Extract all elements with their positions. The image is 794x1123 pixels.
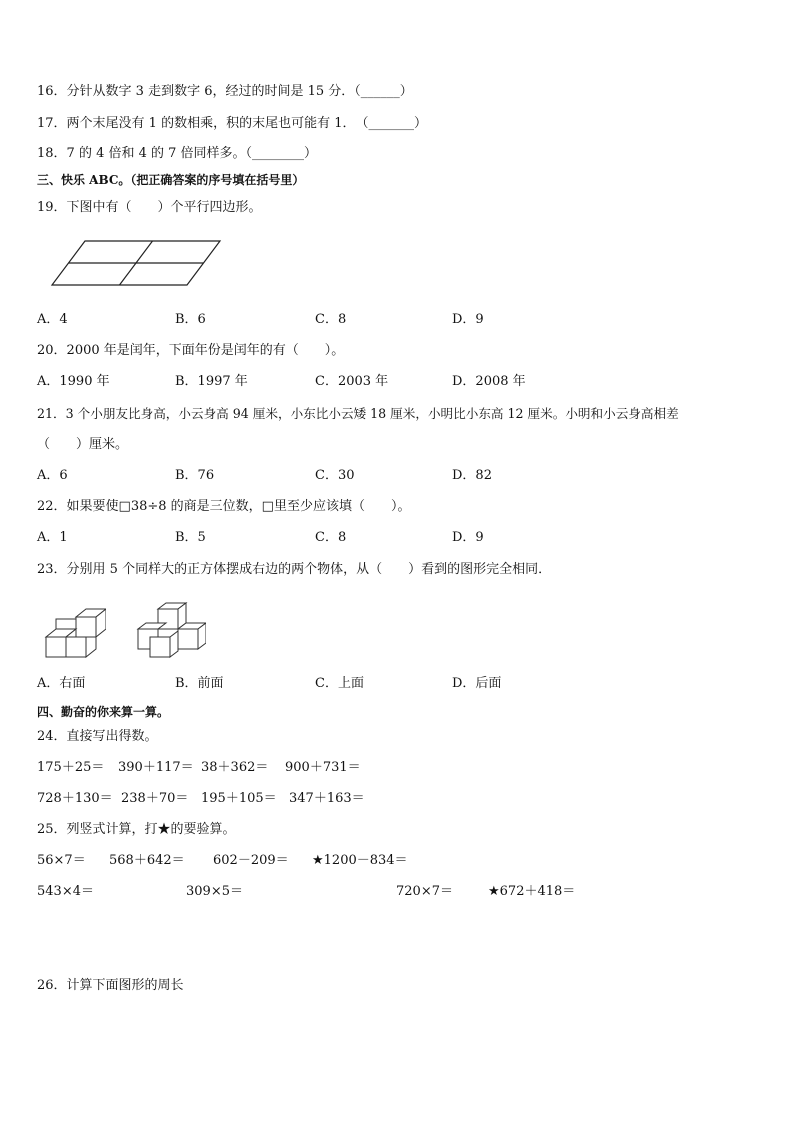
q20-option-d: D．2008 年 [452, 374, 526, 389]
q20-option-a: A．1990 年 [37, 374, 110, 389]
question-26-stem: 26．计算下面图形的周长 [37, 978, 184, 993]
q23-option-d: D．后面 [452, 676, 502, 691]
question-16: 16．分针从数字 3 走到数字 6，经过的时间是 15 分．（______） [37, 84, 413, 99]
q24-expr-2: 390＋117＝ [118, 760, 194, 775]
q22-option-b: B．5 [175, 530, 206, 545]
q19-option-a: A．4 [37, 312, 68, 327]
q25-expr-8: ★672＋418＝ [488, 884, 576, 899]
q25-expr-7: 720×7＝ [396, 884, 453, 899]
q19-option-d: D．9 [452, 312, 484, 327]
q25-expr-5: 543×4＝ [37, 884, 94, 899]
q21-option-c: C．30 [315, 468, 355, 483]
q19-option-b: B．6 [175, 312, 206, 327]
q23-option-b: B．前面 [175, 676, 224, 691]
q25-expr-1: 56×7＝ [37, 853, 86, 868]
cube-stack-figure-right [136, 602, 206, 658]
question-21-stem-line2: （ ）厘米。 [37, 437, 129, 452]
question-24-stem: 24．直接写出得数。 [37, 729, 158, 744]
section-4-heading: 四、勤奋的你来算一算。 [37, 705, 170, 719]
q24-expr-5: 728＋130＝ [37, 791, 113, 806]
question-25-stem: 25．列竖式计算，打★的要验算。 [37, 822, 236, 837]
q21-option-b: B．76 [175, 468, 215, 483]
q22-option-c: C．8 [315, 530, 347, 545]
q20-option-b: B．1997 年 [175, 374, 248, 389]
q24-expr-1: 175＋25＝ [37, 760, 105, 775]
question-17: 17．两个末尾没有 1 的数相乘，积的末尾也可能有 1． （_______） [37, 116, 427, 131]
q20-option-c: C．2003 年 [315, 374, 389, 389]
q24-expr-8: 347＋163＝ [289, 791, 365, 806]
q23-option-c: C．上面 [315, 676, 364, 691]
question-22-stem: 22．如果要使□38÷8 的商是三位数，□里至少应该填（ ）。 [37, 499, 411, 514]
question-20-stem: 20．2000 年是闰年，下面年份是闰年的有（ ）。 [37, 343, 345, 358]
q25-expr-4: ★1200－834＝ [312, 853, 408, 868]
question-19-stem: 19．下图中有（ ）个平行四边形。 [37, 200, 262, 215]
q25-expr-6: 309×5＝ [186, 884, 243, 899]
q22-option-a: A．1 [37, 530, 68, 545]
q24-expr-3: 38＋362＝ [201, 760, 269, 775]
section-3-heading: 三、快乐 ABC。（把正确答案的序号填在括号里） [37, 173, 305, 187]
q21-option-d: D．82 [452, 468, 492, 483]
q21-option-a: A．6 [37, 468, 68, 483]
q25-expr-2: 568＋642＝ [109, 853, 185, 868]
q24-expr-6: 238＋70＝ [121, 791, 189, 806]
parallelogram-figure [50, 238, 225, 290]
cube-stack-figure-left [44, 602, 106, 658]
question-21-stem-line1: 21．3 个小朋友比身高，小云身高 94 厘米，小东比小云矮 18 厘米，小明比小东高 12 厘米。小明和小云身高相差 [37, 406, 679, 421]
q24-expr-7: 195＋105＝ [201, 791, 277, 806]
q19-option-c: C．8 [315, 312, 347, 327]
q24-expr-4: 900＋731＝ [285, 760, 361, 775]
question-18: 18．7 的 4 倍和 4 的 7 倍同样多。（________） [37, 146, 318, 161]
question-23-stem: 23．分别用 5 个同样大的正方体摆成右边的两个物体，从（ ）看到的图形完全相同． [37, 562, 552, 577]
q25-expr-3: 602－209＝ [213, 853, 289, 868]
q23-option-a: A．右面 [37, 676, 86, 691]
q22-option-d: D．9 [452, 530, 484, 545]
